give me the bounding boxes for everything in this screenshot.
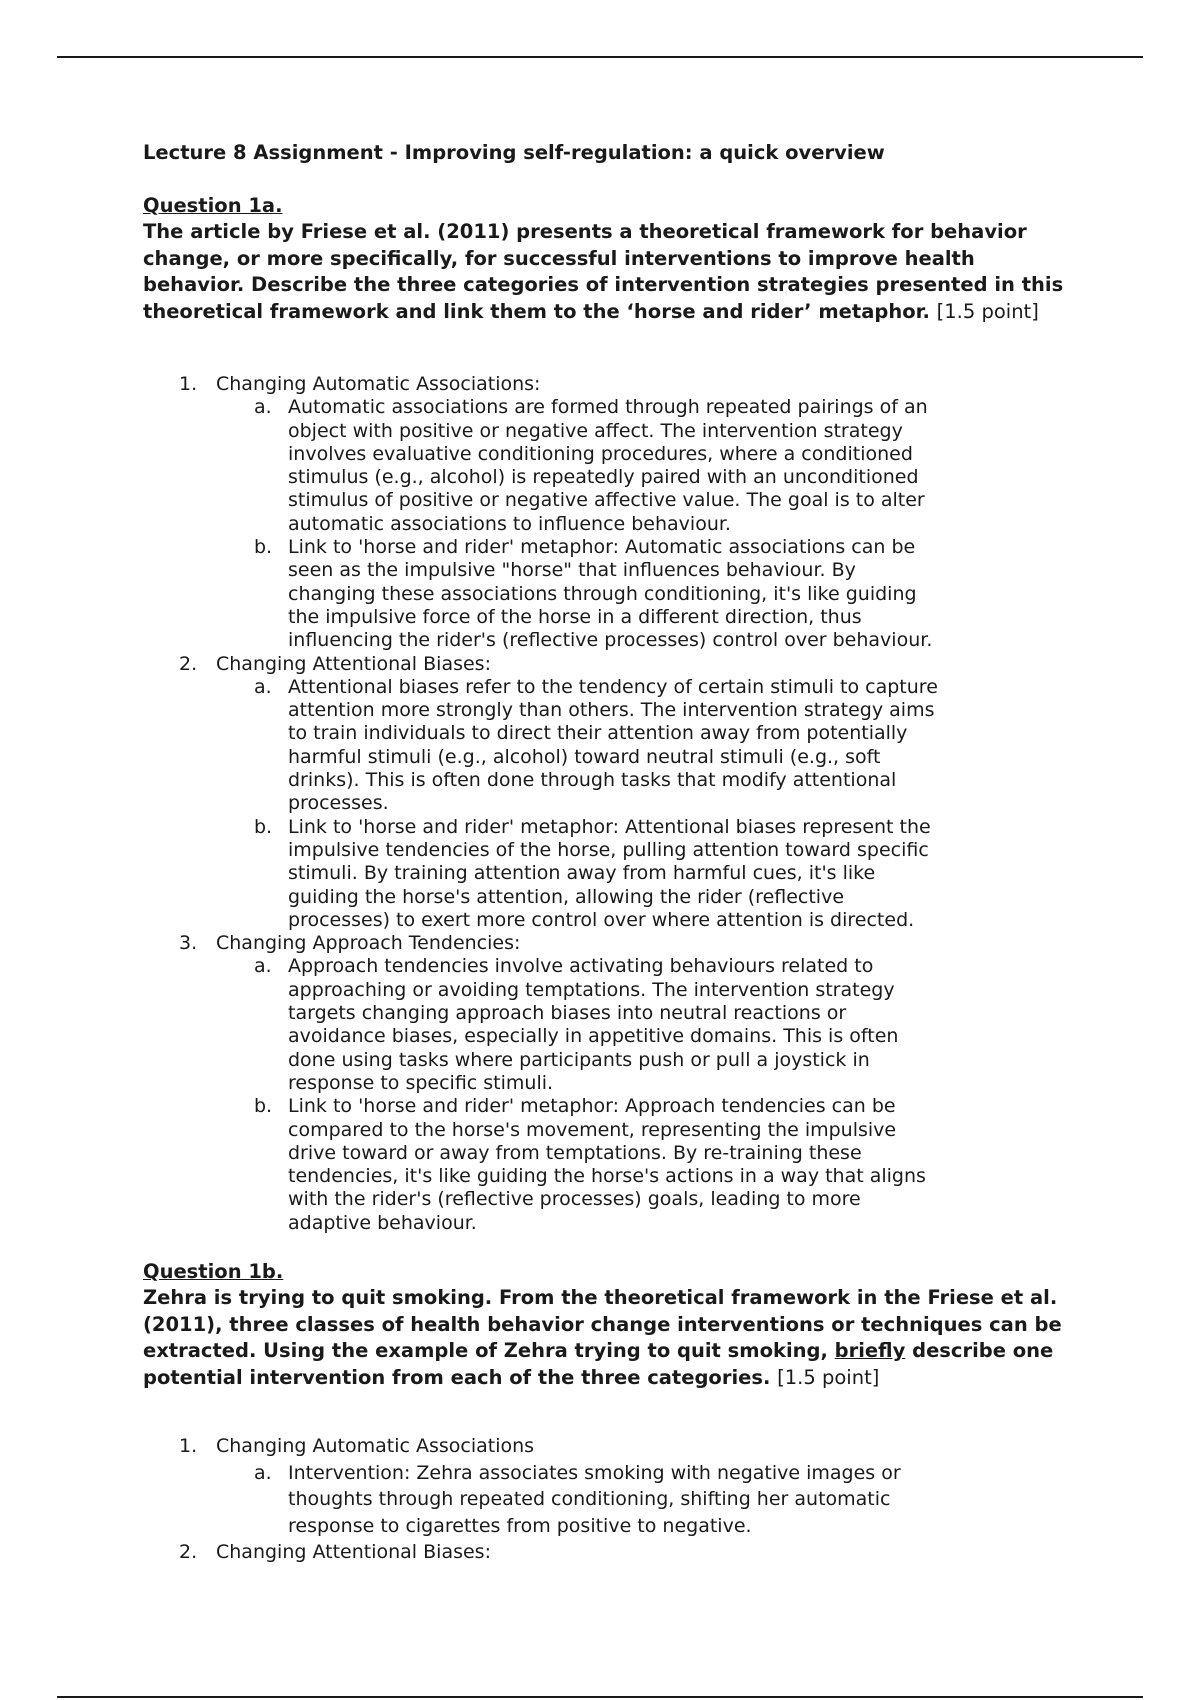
list-item xyxy=(216,1460,943,1540)
list-item xyxy=(216,816,943,932)
item-text: Link to 'horse and rider' metaphor: Attentional biases represent the impulsive tendencies of the horse, pulling attention toward specific stimuli. By training attention away from harmful cues, it's like guiding the horse's attention, allowing the rider (reflective processes) to exert more control over where attention is directed. xyxy=(288,815,931,931)
list-item xyxy=(143,1539,1073,1566)
list-item xyxy=(216,396,943,536)
prompt-text: describe one potential intervention from each of the three categories. xyxy=(143,1339,1054,1389)
prompt-emphasis: briefly xyxy=(834,1339,906,1363)
list-item xyxy=(216,955,943,1095)
category-label: Changing Approach Tendencies: xyxy=(216,932,521,955)
item-letter: b. xyxy=(254,815,273,838)
question-heading: Question 1b. xyxy=(143,1259,284,1283)
item-text: Link to 'horse and rider' metaphor: Automatic associations can be seen as the impulsive "horse" that influences behaviour. By changing these associations through conditioning, it's like guiding the impulsive force of the horse in a different direction, thus influencing the rider's (reflective processes) control over behaviour. xyxy=(288,536,933,652)
item-text: Intervention: Zehra associates smoking with negative images or thoughts through repeated conditioning, shifting her automatic response to cigarettes from positive to negative. xyxy=(288,1461,901,1537)
item-text: Link to 'horse and rider' metaphor: Approach tendencies can be compared to the horse's movement, representing the impulsive drive toward or away from temptations. By re-training these tendencies, it's like guiding the horse's actions in a way that aligns with the rider's (reflective processes) goals, leading to more adaptive behaviour. xyxy=(288,1095,926,1234)
document-title: Lecture 8 Assignment - Improving self-regulation: a quick overview xyxy=(143,141,885,164)
question-1a xyxy=(143,193,1073,1235)
category-label: Changing Automatic Associations: xyxy=(216,373,541,395)
item-letter: b. xyxy=(254,1095,273,1118)
answer-list xyxy=(143,373,1073,1235)
category-label: Changing Automatic Associations xyxy=(216,1435,535,1458)
item-text: Approach tendencies involve activating behaviours related to approaching or avoiding temptations. The intervention strategy targets changing approach biases into neutral reactions or avoidance biases, especially in appetitive domains. This is often done using tasks where participants push or pull a joystick in response to specific stimuli. xyxy=(288,955,899,1094)
item-letter: a. xyxy=(254,675,272,698)
list-item xyxy=(216,676,943,816)
item-text: Automatic associations are formed through repeated pairings of an object with positive or negative affect. The intervention strategy involves evaluative conditioning procedures, where a conditioned stimulus (e.g., alcohol) is repeatedly paired with an unconditioned stimulus of positive or negative affective value. The goal is to alter automatic associations to influence behaviour. xyxy=(288,396,928,535)
document-page xyxy=(143,140,1073,1566)
list-item xyxy=(143,1433,1073,1539)
item-number: 2. xyxy=(179,1541,198,1564)
item-text: Attentional biases refer to the tendency of certain stimuli to capture attention more strongly than others. The intervention strategy aims to train individuals to direct their attention away from potentially harmful stimuli (e.g., alcohol) toward neutral stimuli (e.g., soft drinks). This is often done through tasks that modify attentional processes. xyxy=(288,675,938,815)
points-label: [1.5 point] xyxy=(777,1365,880,1389)
list-item xyxy=(143,373,1073,653)
sub-list xyxy=(216,1460,1073,1540)
item-number: 1. xyxy=(179,373,198,395)
sub-list xyxy=(216,396,1073,652)
category-label: Changing Attentional Biases: xyxy=(216,652,491,675)
answer-list xyxy=(143,1433,1073,1566)
sub-list xyxy=(216,676,1073,932)
category-label: Changing Attentional Biases: xyxy=(216,1541,491,1564)
list-item xyxy=(143,653,1073,933)
list-item xyxy=(216,1095,943,1235)
sub-list xyxy=(216,955,1073,1235)
item-number: 1. xyxy=(179,1435,198,1458)
prompt-text: The article by Friese et al. (2011) presents a theoretical framework for behavior change, or more specifically, for successful interventions to improve health behavior. Describe the three categories of intervention strategies presented in this theoretical framework and link them to the ‘horse and rider’ metaphor. xyxy=(143,220,1064,323)
prompt-text: Zehra is trying to quit smoking. From the theoretical framework in the Friese et al. (2011), three classes of health behavior change interventions or techniques can be extracted. Using the example of Zehra trying to quit smoking, xyxy=(143,1286,1062,1363)
question-heading: Question 1a. xyxy=(143,193,283,217)
item-number: 2. xyxy=(179,652,198,675)
points-label: [1.5 point] xyxy=(936,299,1039,323)
item-letter: a. xyxy=(254,396,272,419)
item-number: 3. xyxy=(179,932,198,955)
item-letter: a. xyxy=(254,955,272,978)
header-rule xyxy=(57,56,1143,58)
question-1b xyxy=(143,1259,1073,1566)
footer-rule xyxy=(57,1696,1143,1698)
list-item xyxy=(143,932,1073,1235)
question-prompt xyxy=(143,1285,1073,1391)
question-prompt xyxy=(143,219,1073,325)
item-letter: b. xyxy=(254,536,273,559)
item-letter: a. xyxy=(254,1461,272,1484)
list-item xyxy=(216,536,943,652)
